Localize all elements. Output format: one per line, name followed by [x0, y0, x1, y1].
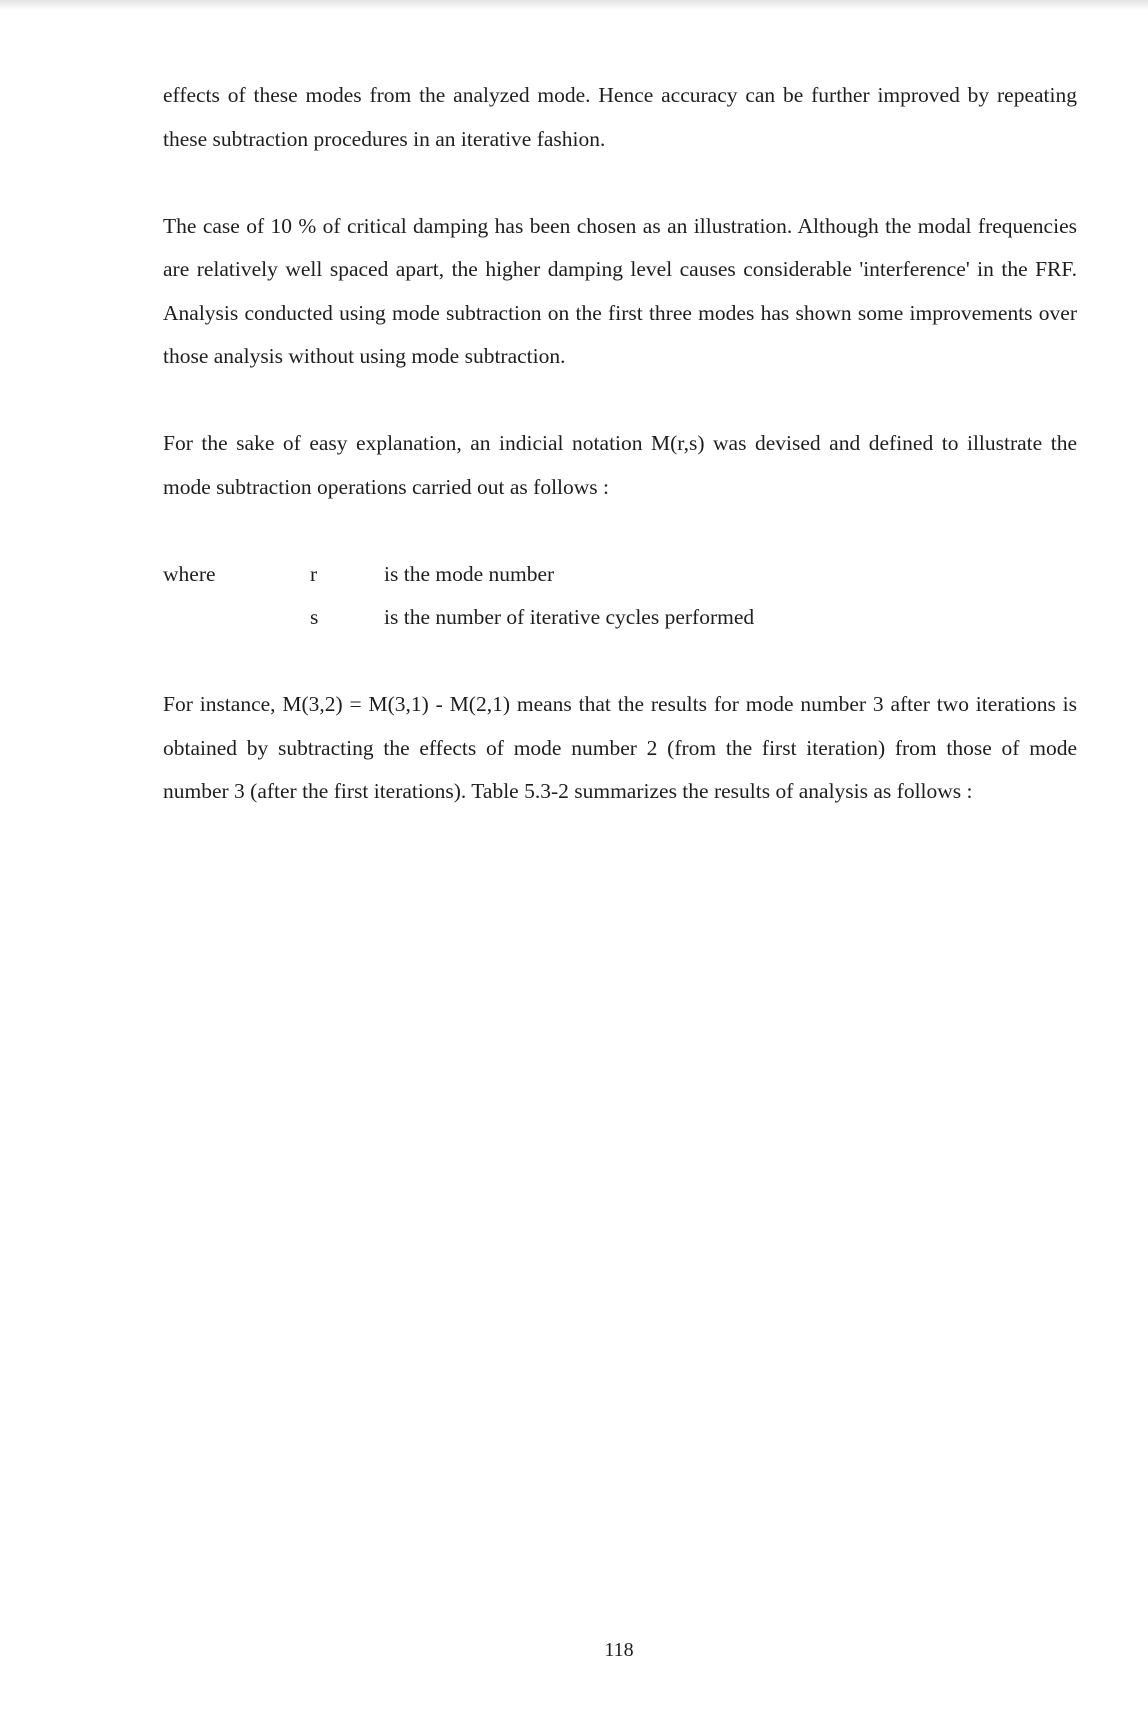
- document-body: [163, 74, 1077, 857]
- definition-where-label: where: [163, 561, 216, 586]
- definition-row-s: [163, 596, 1077, 640]
- notation-definitions: [163, 553, 1077, 640]
- paragraph-damping-illustration: The case of 10 % of critical damping has been chosen as an illustration. Although the modal frequencies are relatively well spaced apart, the higher damping level causes considerable 'interference' in the FRF. Analysis conducted using mode subtraction on the first three modes has shown some improvements over those analysis without using mode subtraction.: [163, 213, 1077, 368]
- page-number: 118: [604, 1639, 634, 1661]
- definition-description-s: is the number of iterative cycles performed: [384, 605, 755, 629]
- scan-edge-shadow: [0, 0, 1148, 10]
- definition-row-r: [163, 553, 1077, 597]
- paragraph-example-notation: For instance, M(3,2) = M(3,1) - M(2,1) means that the results for mode number 3 after two iterations is obtained by subtracting the effects of mode number 2 (from the first iteration) from those of mode number 3 (after the first iterations). Table 5.3-2 summarizes the results of analysis as follows :: [163, 692, 1077, 803]
- definition-symbol-s: s: [310, 605, 319, 629]
- definition-description-r: is the mode number: [384, 561, 555, 586]
- definition-symbol-r: r: [310, 561, 318, 586]
- paragraph-mode-subtraction-intro: effects of these modes from the analyzed mode. Hence accuracy can be further improved by repeating these subtraction procedures in an iterative fashion.: [163, 83, 1077, 151]
- paragraph-indicial-notation: For the sake of easy explanation, an indicial notation M(r,s) was devised and defined to illustrate the mode subtraction operations carried out as follows :: [163, 431, 1077, 499]
